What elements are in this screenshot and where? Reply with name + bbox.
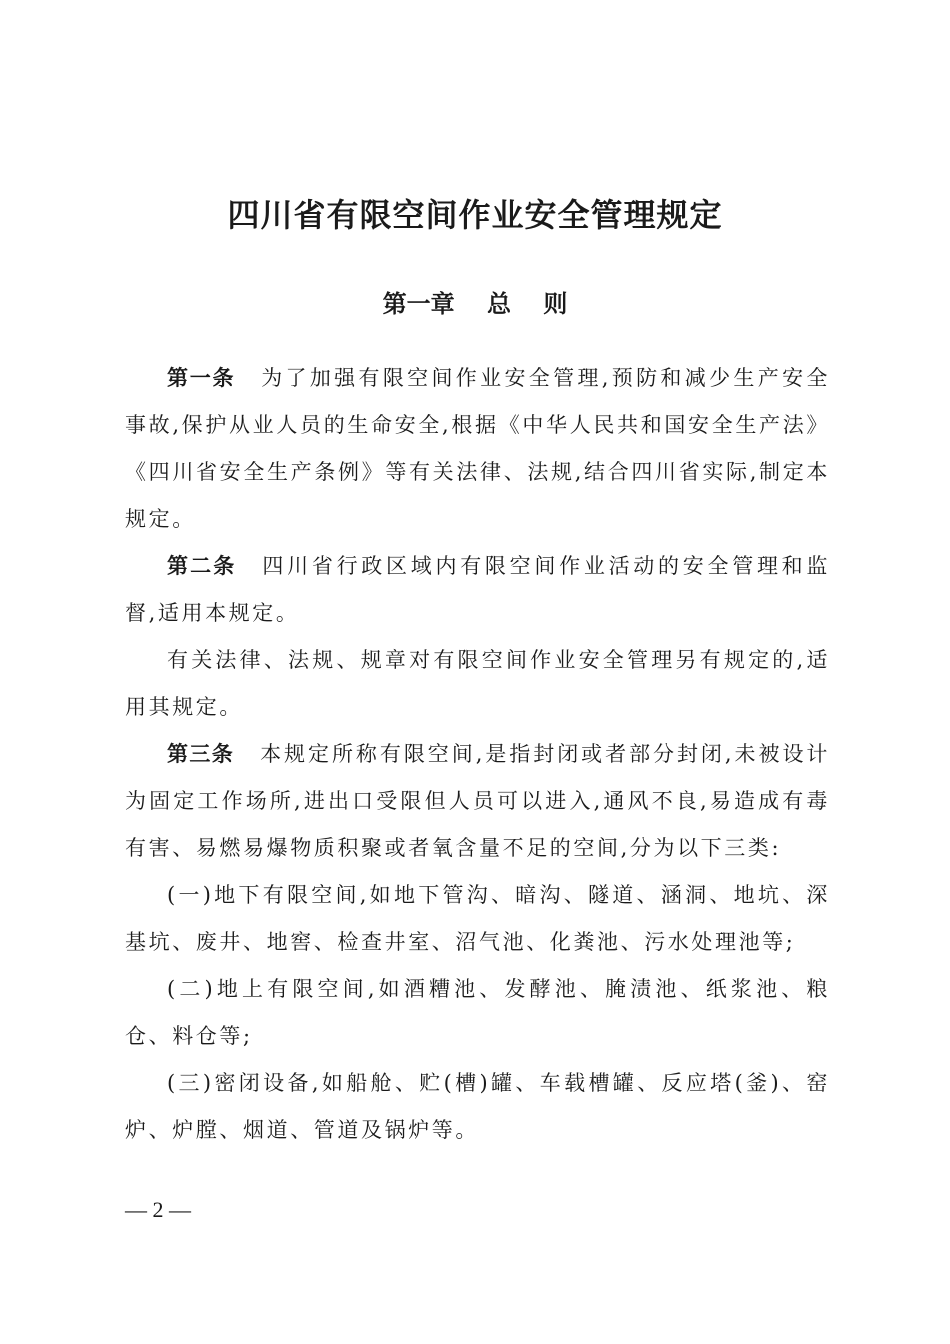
page-number: — 2 — [125,1197,191,1222]
document-title: 四川省有限空间作业安全管理规定 [227,196,723,234]
paragraph-article-1 [125,355,830,543]
paragraph-item-2 [125,966,830,1060]
chapter-heading: 第一章 总 则 [382,290,568,318]
paragraph-item-1 [125,872,830,966]
paragraph-item-3 [125,1060,830,1154]
paragraph-text: 有关法律、法规、规章对有限空间作业安全管理另有规定的,适用其规定。 [125,648,830,719]
paragraph-article-2-clause [125,637,830,731]
paragraph-text: (二)地上有限空间,如酒糟池、发酵池、腌渍池、纸浆池、粮仓、料仓等; [125,977,830,1048]
paragraph-article-3 [125,731,830,872]
paragraph-text: (一)地下有限空间,如地下管沟、暗沟、隧道、涵洞、地坑、深基坑、废井、地窖、检查井室、沼气池、化粪池、污水处理池等; [125,883,830,954]
paragraph-text: 四川省行政区域内有限空间作业活动的安全管理和监督,适用本规定。 [125,554,830,625]
paragraph-text: 为了加强有限空间作业安全管理,预防和减少生产安全事故,保护从业人员的生命安全,根据《中华人民共和国安全生产法》《四川省安全生产条例》等有关法律、法规,结合四川省实际,制定本规定。 [125,366,830,531]
paragraph-article-2 [125,543,830,637]
article-label: 第三条 [167,742,235,766]
paragraph-text: 本规定所称有限空间,是指封闭或者部分封闭,未被设计为固定工作场所,进出口受限但人员可以进入,通风不良,易造成有毒有害、易燃易爆物质积聚或者氧含量不足的空间,分为以下三类: [125,742,830,860]
document-body [125,355,830,1154]
article-label: 第二条 [167,554,237,578]
article-label: 第一条 [167,366,236,390]
paragraph-text: (三)密闭设备,如船舱、贮(槽)罐、车载槽罐、反应塔(釜)、窑炉、炉膛、烟道、管道及锅炉等。 [125,1071,830,1142]
